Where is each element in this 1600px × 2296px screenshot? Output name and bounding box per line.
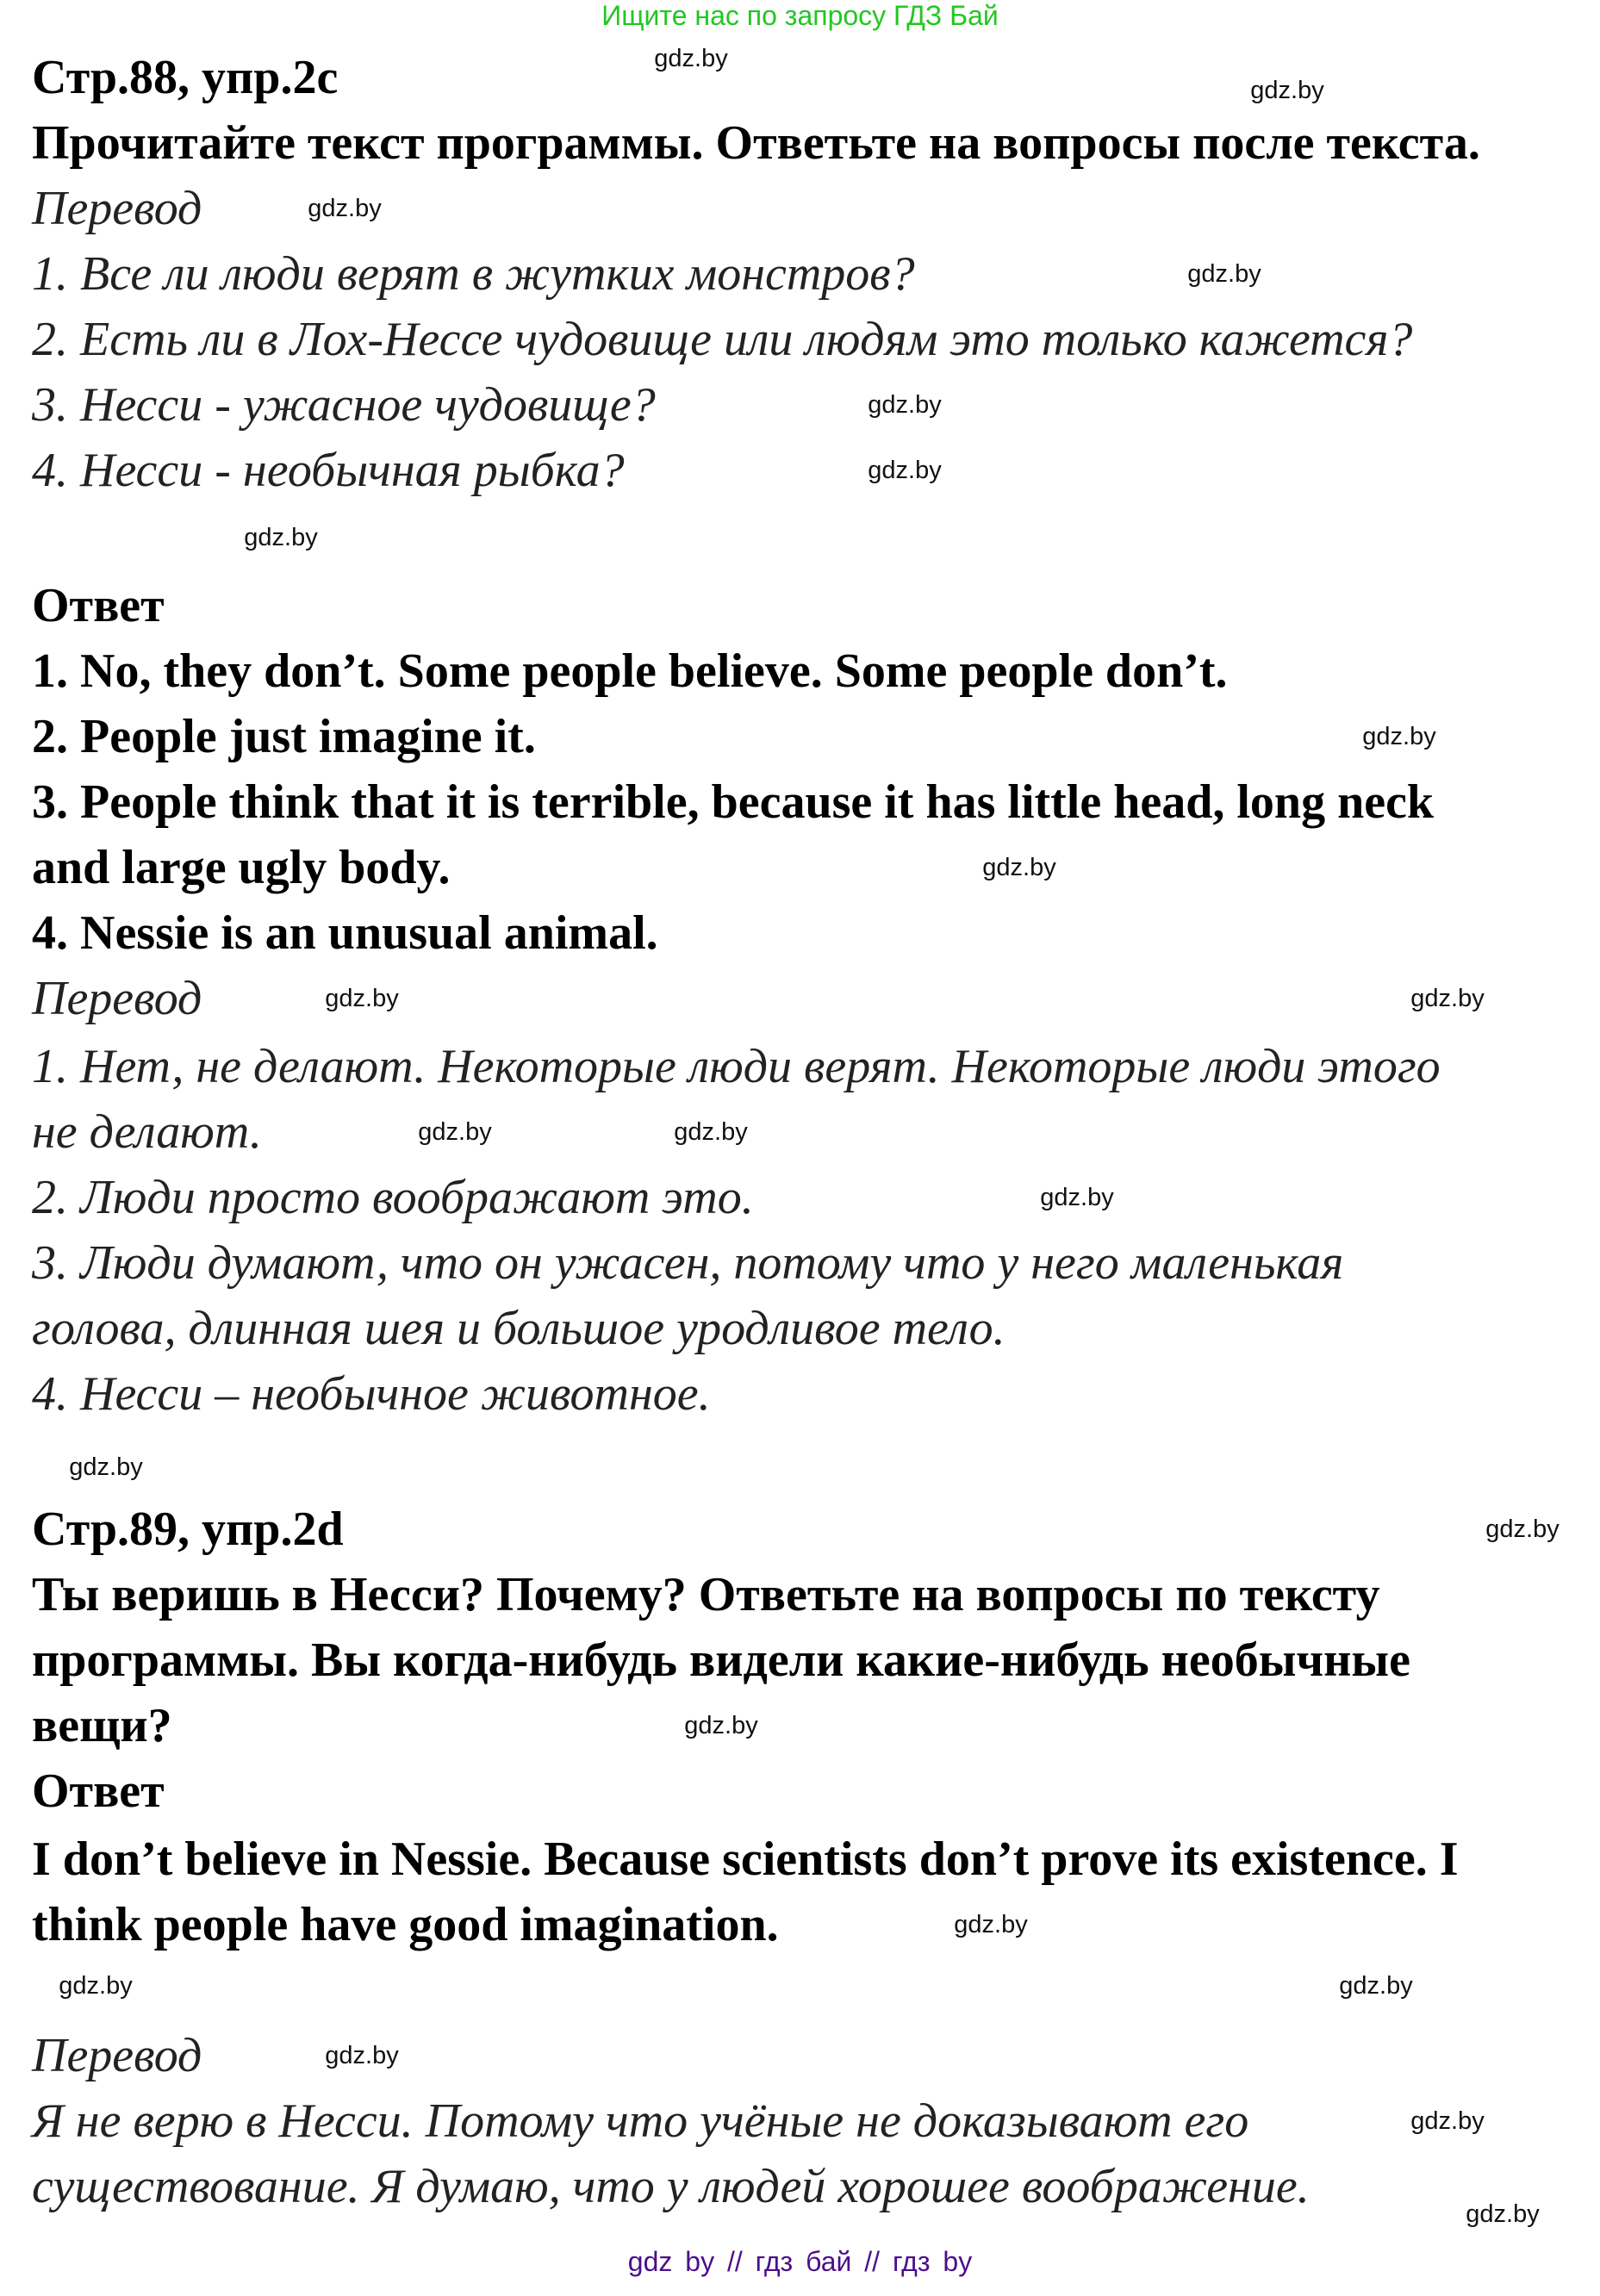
section-title: Стр.88, упр.2c: [32, 51, 339, 104]
translation-line: 4. Несси – необычное животное.: [32, 1367, 711, 1421]
translation-line: голова, длинная шея и большое уродливое тело.: [32, 1302, 1005, 1355]
task-text: программы. Вы когда-нибудь видели какие-нибудь необычные: [32, 1633, 1410, 1687]
watermark: gdz.by: [325, 2042, 399, 2069]
translation-label: Перевод: [32, 972, 202, 1025]
question: 4. Несси - необычная рыбка?: [32, 444, 625, 497]
answer-line: and large ugly body.: [32, 841, 451, 894]
watermark: gdz.by: [325, 985, 399, 1012]
watermark: gdz.by: [69, 1453, 143, 1481]
translation-label: Перевод: [32, 2029, 202, 2082]
watermark: gdz.by: [1410, 985, 1485, 1012]
footer-links[interactable]: gdz by // гдз бай // гдз by: [627, 2246, 973, 2277]
translation-label: Перевод: [32, 182, 202, 235]
watermark: gdz.by: [954, 1911, 1028, 1938]
watermark: gdz.by: [1040, 1184, 1114, 1211]
answer-label: Ответ: [32, 1764, 165, 1818]
answer-line: 2. People just imagine it.: [32, 710, 536, 763]
watermark: gdz.by: [684, 1712, 758, 1739]
task-text: Ты веришь в Несси? Почему? Ответьте на вопросы по тексту: [32, 1568, 1380, 1621]
section-title: Стр.89, упр.2d: [32, 1503, 344, 1556]
watermark: gdz.by: [244, 524, 318, 551]
watermark: gdz.by: [1250, 77, 1324, 104]
answer-line: 4. Nessie is an unusual animal.: [32, 906, 658, 960]
translation-line: Я не верю в Несси. Потому что учёные не доказывают его: [32, 2094, 1249, 2148]
translation-line: не делают.: [32, 1105, 262, 1159]
translation-line: 1. Нет, не делают. Некоторые люди верят. Некоторые люди этого: [32, 1040, 1441, 1093]
translation-line: 2. Люди просто воображают это.: [32, 1171, 754, 1224]
translation-line: 3. Люди думают, что он ужасен, потому что у него маленькая: [32, 1236, 1344, 1290]
watermark: gdz.by: [59, 1972, 133, 2000]
translation-line: существование. Я думаю, что у людей хорошее воображение.: [32, 2160, 1310, 2213]
watermark: gdz.by: [1339, 1972, 1413, 2000]
watermark: gdz.by: [1466, 2200, 1540, 2228]
watermark: gdz.by: [418, 1118, 492, 1146]
answer-line: 1. No, they don’t. Some people believe. Some people don’t.: [32, 644, 1228, 698]
answer-line: I don’t believe in Nessie. Because scientists don’t prove its existence. I: [32, 1832, 1459, 1886]
question: 1. Все ли люди верят в жутких монстров?: [32, 247, 915, 301]
watermark: gdz.by: [1410, 2107, 1485, 2135]
watermark: gdz.by: [982, 854, 1056, 881]
watermark: gdz.by: [1485, 1515, 1560, 1543]
answer-line: think people have good imagination.: [32, 1898, 779, 1951]
watermark: gdz.by: [1187, 260, 1261, 288]
answer-label: Ответ: [32, 579, 165, 632]
watermark: gdz.by: [868, 391, 942, 419]
answer-line: 3. People think that it is terrible, because it has little head, long neck: [32, 775, 1435, 829]
watermark: gdz.by: [1362, 723, 1436, 750]
task-text: вещи?: [32, 1699, 172, 1752]
watermark: gdz.by: [654, 45, 728, 72]
watermark: gdz.by: [868, 457, 942, 484]
search-banner[interactable]: Ищите нас по запросу ГДЗ Бай: [601, 0, 999, 31]
task-text: Прочитайте текст программы. Ответьте на вопросы после текста.: [32, 116, 1480, 170]
question: 2. Есть ли в Лох-Нессе чудовище или людям это только кажется?: [32, 313, 1413, 366]
question: 3. Несси - ужасное чудовище?: [32, 378, 656, 432]
watermark: gdz.by: [308, 195, 382, 222]
watermark: gdz.by: [674, 1118, 748, 1146]
